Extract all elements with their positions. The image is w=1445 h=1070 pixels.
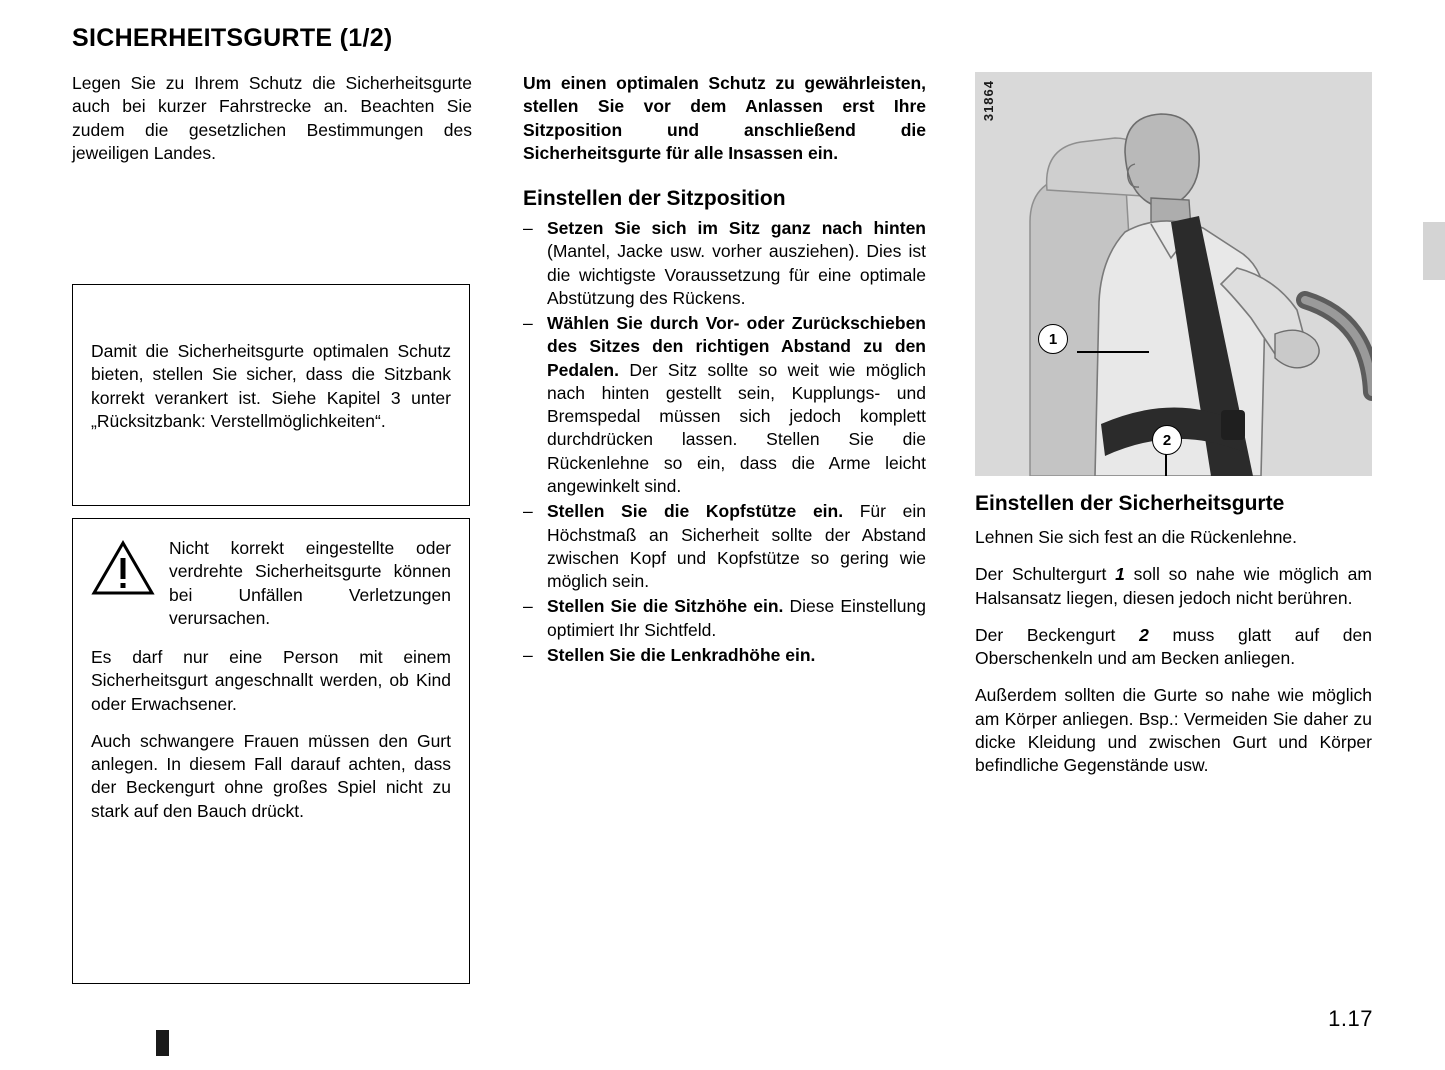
callout-2: 2 (1152, 425, 1182, 455)
rp3-b: muss glatt auf den Oberschenkeln und am Becken anliegen. (975, 624, 1372, 669)
column-middle (523, 72, 926, 669)
section-heading-sitzposition: Einstellen der Sitzposition (523, 187, 786, 211)
warning-text-2: Es darf nur eine Person mit einem Sicherheitsgurt angeschnallt werden, ob Kind oder Erwachsener. (91, 647, 451, 714)
list-item-bold: Stellen Sie die Sitzhöhe ein. (547, 596, 784, 617)
list-item-bold: Setzen Sie sich im Sitz ganz nach hinten (547, 218, 926, 239)
rp2-num: 1 (1115, 564, 1125, 585)
list-dash: – (523, 644, 533, 665)
list-item (523, 644, 926, 667)
list-item-rest: (Mantel, Jacke usw. vorher ausziehen). Dies ist die wichtigste Voraussetzung für eine optimale Abstützung des Rückens. (547, 241, 926, 308)
list-item-rest: Der Sitz sollte so weit wie möglich nach hinten gestellt sein, Kupplungs- und Bremspedal müssen sich jedoch komplett durchdrücken lassen. Stellen Sie die Rückenlehne so ein, dass die Arme leicht angewinkelt sind. (547, 359, 926, 496)
rp2-b: soll so nahe wie möglich am Halsansatz liegen, diesen jedoch nicht berühren. (975, 564, 1372, 608)
driver-with-seatbelt-icon (975, 72, 1372, 476)
column-left (72, 72, 472, 179)
info-box-text: Damit die Sicherheitsgurte optimalen Schutz bieten, stellen Sie sicher, dass die Sitzbank korrekt verankert ist. Siehe Kapitel 3 unter „Rücksitzbank: Verstellmöglichkeiten“. (91, 341, 451, 431)
column2-intro-bold: Um einen optimalen Schutz zu gewährleisten, stellen Sie vor dem Anlassen erst Ihre Sitzposition und anschließend die Sicherheitsgurte für alle Insassen ein. (523, 73, 926, 163)
footer-mark (156, 1030, 169, 1056)
right-paragraph-1: Lehnen Sie sich fest an die Rückenlehne. (975, 527, 1298, 547)
right-paragraph-2 (975, 563, 1372, 610)
list-item-rest: Für ein Höchstmaß an Sicherheit sollte der Abstand zwischen Kopf und Kopfstütze so gering wie möglich sein. (547, 501, 926, 592)
page-title: SICHERHEITSGURTE (1/2) (72, 24, 393, 52)
rp2-a: Der Schultergurt (975, 564, 1116, 585)
callout-1: 1 (1038, 324, 1068, 354)
intro-paragraph: Legen Sie zu Ihrem Schutz die Sicherheitsgurte auch bei kurzer Fahrstrecke an. Beachten Sie zudem die gesetzlichen Bestimmungen des jeweiligen Landes. (72, 73, 472, 163)
sitzposition-list (523, 217, 926, 667)
list-item-bold: Stellen Sie die Kopfstütze ein. (547, 501, 844, 522)
list-dash: – (523, 313, 533, 334)
section-heading-sicherheitsgurte: Einstellen der Sicherheitsgurte (975, 492, 1285, 515)
list-item (523, 595, 926, 642)
figure-code: 31864 (981, 80, 996, 122)
list-item (523, 312, 926, 498)
warning-main-text: Nicht korrekt eingestellte oder verdrehte Sicherheitsgurte können bei Unfällen Verletzungen verursachen. (169, 538, 451, 628)
page-edge-tab (1423, 222, 1445, 280)
warning-text-3: Auch schwangere Frauen müssen den Gurt anlegen. In diesem Fall darauf achten, dass der Beckengurt ohne großes Spiel nicht zu stark auf den Bauch drückt. (91, 730, 451, 821)
list-item-rest: Diese Einstellung optimiert Ihr Sichtfeld. (547, 596, 926, 640)
right-paragraph-3 (975, 624, 1372, 671)
list-item-bold: Wählen Sie durch Vor- oder Zurückschieben des Sitzes den richtigen Abstand zu den Pedalen. (547, 313, 926, 380)
column-right (975, 72, 1372, 777)
rp3-num: 2 (1139, 624, 1149, 645)
list-item (523, 500, 926, 593)
seatbelt-illustration (975, 72, 1372, 476)
page-number: 1.17 (1328, 1006, 1373, 1031)
warning-box (72, 518, 470, 984)
right-paragraph-4: Außerdem sollten die Gurte so nahe wie möglich am Körper anliegen. Bsp.: Vermeiden Sie daher zu dicke Kleidung und zwischen Gurt und Körper befindliche Gegenstände usw. (975, 685, 1372, 776)
warning-triangle-icon (91, 539, 155, 597)
list-item-bold: Stellen Sie die Lenkradhöhe ein. (547, 644, 816, 665)
list-dash: – (523, 218, 533, 239)
callout-1-line (1077, 351, 1149, 353)
list-item (523, 217, 926, 310)
info-box (72, 284, 470, 506)
list-dash: – (523, 501, 533, 522)
list-dash: – (523, 596, 533, 617)
rp3-a: Der Beckengurt (975, 624, 1140, 645)
